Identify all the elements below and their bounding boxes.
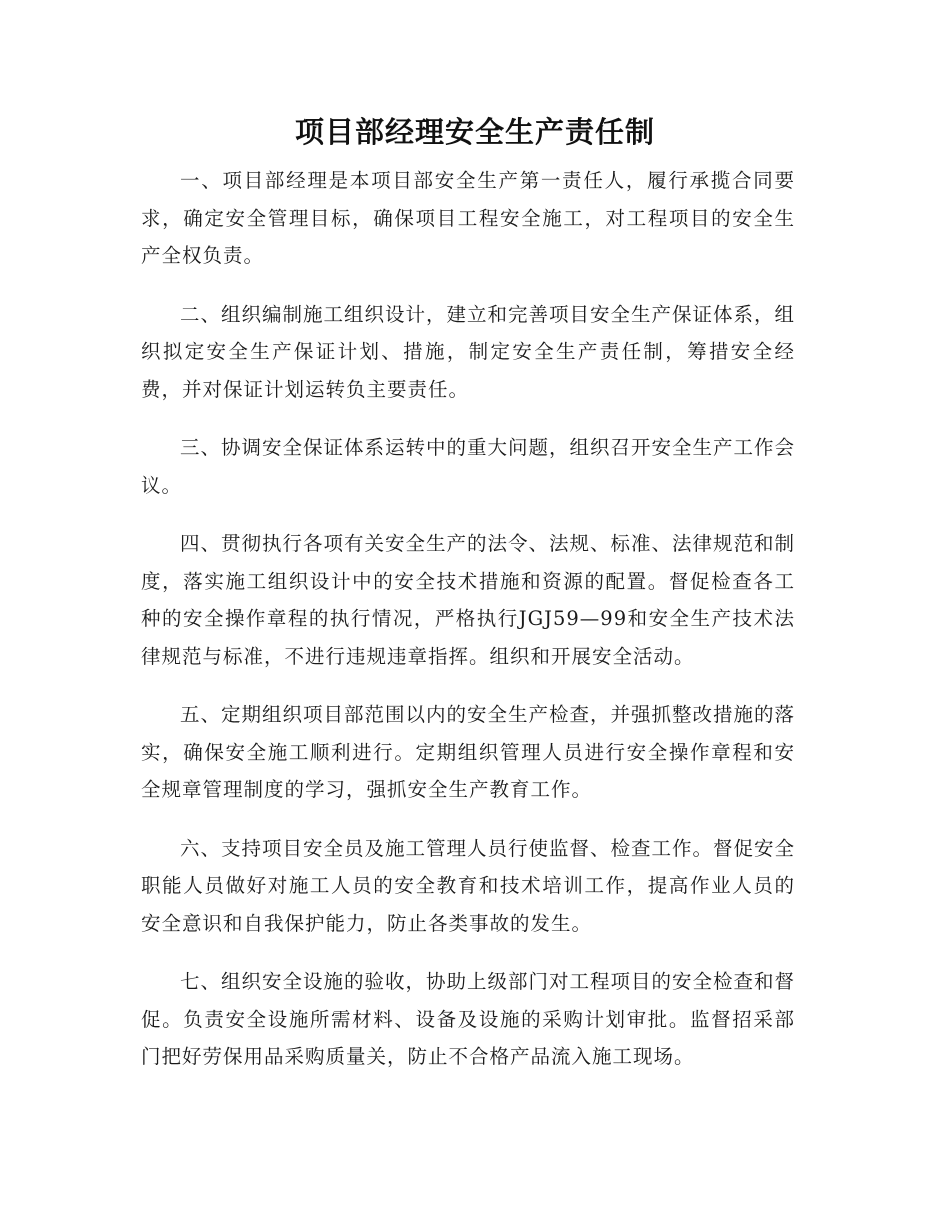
document-title: 项目部经理安全生产责任制 xyxy=(294,115,655,149)
paragraph-5: 五、定期组织项目部范围以内的安全生产检查，并强抓整改措施的落实，确保安全施工顺利进行。定期组织管理人员进行安全操作章程和安全规章管理制度的学习，强抓安全生产教育工作。 xyxy=(141,703,796,801)
paragraph-2: 二、组织编制施工组织设计，建立和完善项目安全生产保证体系，组织拟定安全生产保证计划、措施，制定安全生产责任制，筹措安全经费，并对保证计划运转负主要责任。 xyxy=(141,302,796,401)
paragraph-4: 四、贯彻执行各项有关安全生产的法令、法规、标准、法律规范和制度，落实施工组织设计中的安全技术措施和资源的配置。督促检查各工种的安全操作章程的执行情况，严格执行JGJ59—99和安全生产技术法律规范与标准，不进行违规违章指挥。组织和开展安全活动。 xyxy=(141,532,796,668)
paragraph-1: 一、项目部经理是本项目部安全生产第一责任人，履行承揽合同要求，确定安全管理目标，确保项目工程安全施工，对工程项目的安全生产全权负责。 xyxy=(141,169,795,267)
document-body xyxy=(141,162,795,1097)
paragraph-7: 七、组织安全设施的验收，协助上级部门对工程项目的安全检查和督促。负责安全设施所需材料、设备及设施的采购计划审批。监督招采部门把好劳保用品采购质量关，防止不合格产品流入施工现场。 xyxy=(141,970,796,1068)
paragraph-6: 六、支持项目安全员及施工管理人员行使监督、检查工作。督促安全职能人员做好对施工人员的安全教育和技术培训工作，提高作业人员的安全意识和自我保护能力，防止各类事故的发生。 xyxy=(141,836,796,935)
paragraph-3: 三、协调安全保证体系运转中的重大问题，组织召开安全生产工作会议。 xyxy=(141,436,796,497)
